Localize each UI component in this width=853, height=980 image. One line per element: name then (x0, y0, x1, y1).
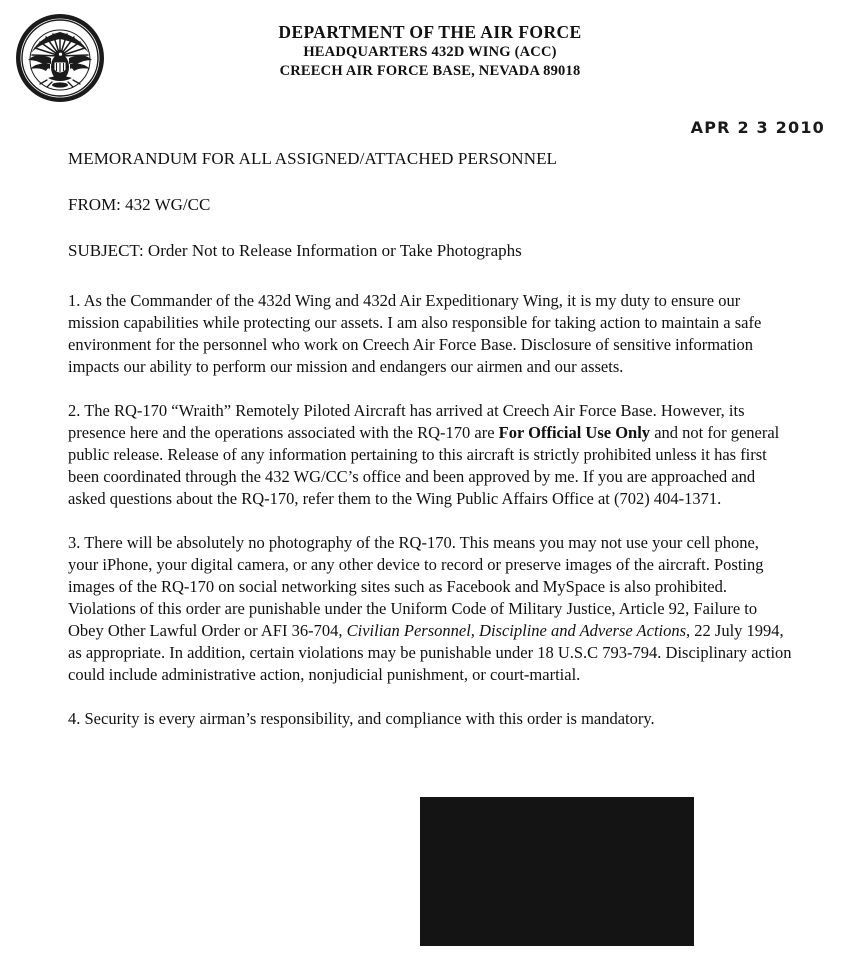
paragraph-2-text-b: and not for general public release. Release of any information pertaining to this aircraft is strictly prohibited unless it has first been coordinated through the 432 WG/CC’s office and been approved by me. If you are approached and asked questions about the RQ-170, refer them to the Wing Public Affairs Office at (702) 404-1371. (68, 423, 780, 508)
paragraph-2 (68, 400, 792, 510)
letterhead (0, 0, 853, 120)
letterhead-title-block (180, 22, 680, 81)
document-body (68, 148, 792, 752)
base-address: CREECH AIR FORCE BASE, NEVADA 89018 (279, 63, 581, 79)
headquarters-title: HEADQUARTERS 432D WING (ACC) (303, 44, 557, 60)
air-force-seal-icon (14, 12, 106, 104)
afi-publication-title: Civilian Personnel, Discipline and Adverse Actions (346, 621, 687, 640)
paragraph-3 (68, 532, 792, 686)
department-title: DEPARTMENT OF THE AIR FORCE (278, 22, 582, 42)
from-line: FROM: 432 WG/CC (68, 195, 211, 214)
redacted-signature-block (420, 797, 694, 946)
paragraph-2-text-a: 2. The RQ-170 “Wraith” Remotely Piloted Aircraft has arrived at Creech Air Force Base. However, its presence here and the operations associated with the RQ-170 are (68, 401, 745, 442)
paragraph-3-text-b: , 22 July 1994, as appropriate. In addition, certain violations may be punishable under 18 U.S.C 793-794. Disciplinary action could include administrative action, nonjudicial punishment, or court-martial. (68, 621, 792, 684)
paragraph-1: 1. As the Commander of the 432d Wing and 432d Air Expeditionary Wing, it is my duty to ensure our mission capabilities while protecting our assets. I am also responsible for taking action to maintain a safe environment for the personnel who work on Creech Air Force Base. Disclosure of sensitive information impacts our ability to perform our mission and endangers our airmen and our assets. (68, 291, 762, 376)
for-official-use-only-emphasis: For Official Use Only (498, 423, 651, 442)
paragraph-3-text-a: 3. There will be absolutely no photography of the RQ-170. This means you may not use your cell phone, your iPhone, your digital camera, or any other device to record or preserve images of the aircraft. Posting images of the RQ-170 on social networking sites such as Facebook and MySpace is also prohibited. Violations of this order are punishable under the Uniform Code of Military Justice, Article 92, Failure to Obey Other Lawful Order or AFI 36-704, (68, 533, 764, 640)
paragraph-4: 4. Security is every airman’s responsibility, and compliance with this order is mandatory. (68, 709, 655, 728)
subject-line: SUBJECT: Order Not to Release Information or Take Photographs (68, 241, 522, 260)
date-stamp: APR 2 3 2010 (690, 118, 825, 137)
memorandum-for-line: MEMORANDUM FOR ALL ASSIGNED/ATTACHED PERSONNEL (68, 149, 558, 168)
